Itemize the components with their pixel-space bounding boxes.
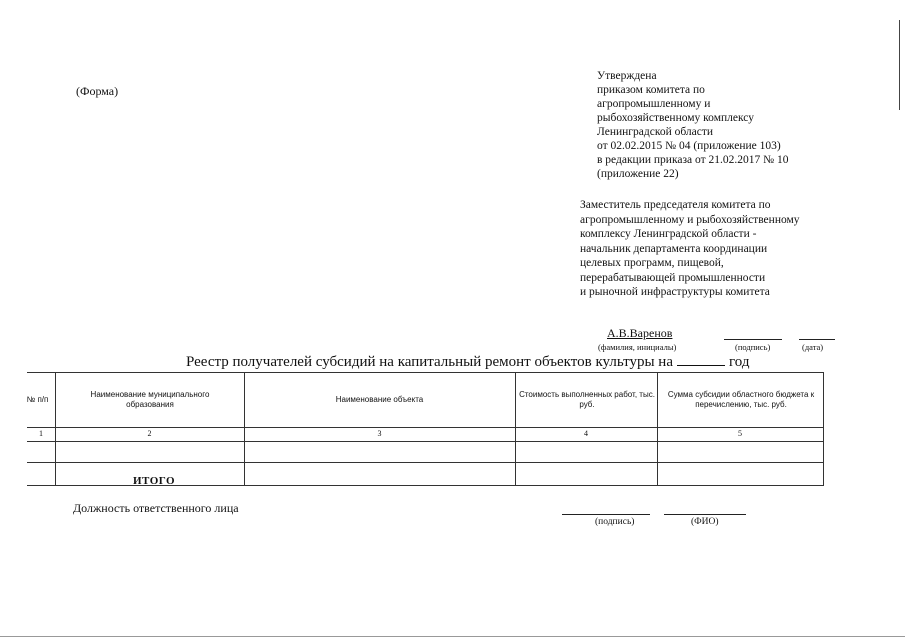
signature-line [724,339,782,340]
deputy-line: начальник департамента координации [580,242,768,255]
deputy-line: перерабатывающей промышленности [580,271,766,284]
signatory-name: А.В.Варенов [607,326,673,340]
header-number: № п/п [26,394,49,404]
title-suffix: год [728,354,750,370]
header-cost: Стоимость выполненных работ, тыс. руб. [519,389,655,409]
footer-signature-line [562,514,650,515]
approval-line: Ленинградской области [597,126,714,138]
responsible-position: Должность ответственного лица [73,501,239,515]
approval-line: от 02.02.2015 № 04 (приложение 103) [597,140,781,152]
header-municipality: Наименование муниципального образования [90,389,210,409]
approval-line: в редакции приказа от 21.02.2017 № 10 [597,154,789,166]
footer-fio-caption: (ФИО) [691,517,719,527]
approval-line: Утверждена [597,70,657,82]
deputy-line: Заместитель председателя комитета по [580,199,771,211]
approval-line: агропромышленному и [597,98,711,110]
signatory-name-caption: (фамилия, инициалы) [598,342,677,352]
deputy-line: и рыночной инфраструктуры комитета [580,286,770,298]
page-title [186,353,749,371]
approval-line: рыбохозяйственному комплексу [597,112,754,124]
column-number: 2 [147,429,152,438]
approval-block [597,69,897,181]
deputy-line: целевых программ, пищевой, [580,257,724,269]
date-caption: (дата) [802,342,824,352]
header-object: Наименование объекта [335,394,424,404]
table-border-right [823,372,824,485]
year-blank [677,353,725,366]
page-edge-line [0,636,905,637]
total-label: ИТОГО [133,475,176,487]
deputy-line: комплексу Ленинградской области - [580,228,757,240]
table-header-bottom [27,427,824,428]
deputy-block [580,198,900,300]
footer-fio-line [664,514,746,515]
approval-line: (приложение 22) [597,168,679,180]
column-number: 1 [39,429,43,438]
scan-edge-mark [899,20,900,110]
form-label: (Форма) [76,84,119,98]
title-prefix: Реестр получателей субсидий на капитальный ремонт объектов культуры на [186,354,673,370]
column-number: 4 [584,429,588,438]
header-subsidy: Сумма субсидии областного бюджета к перечислению, тыс. руб. [667,389,815,409]
signature-caption: (подпись) [735,342,771,352]
table-row-divider [27,462,824,463]
column-number: 3 [377,429,382,438]
table-numbers-bottom [27,441,824,442]
column-number: 5 [738,429,742,438]
deputy-line: агропромышленному и рыбохозяйственному [580,213,800,226]
date-line [799,339,835,340]
footer-signature-caption: (подпись) [595,517,635,527]
approval-line: приказом комитета по [597,84,705,96]
